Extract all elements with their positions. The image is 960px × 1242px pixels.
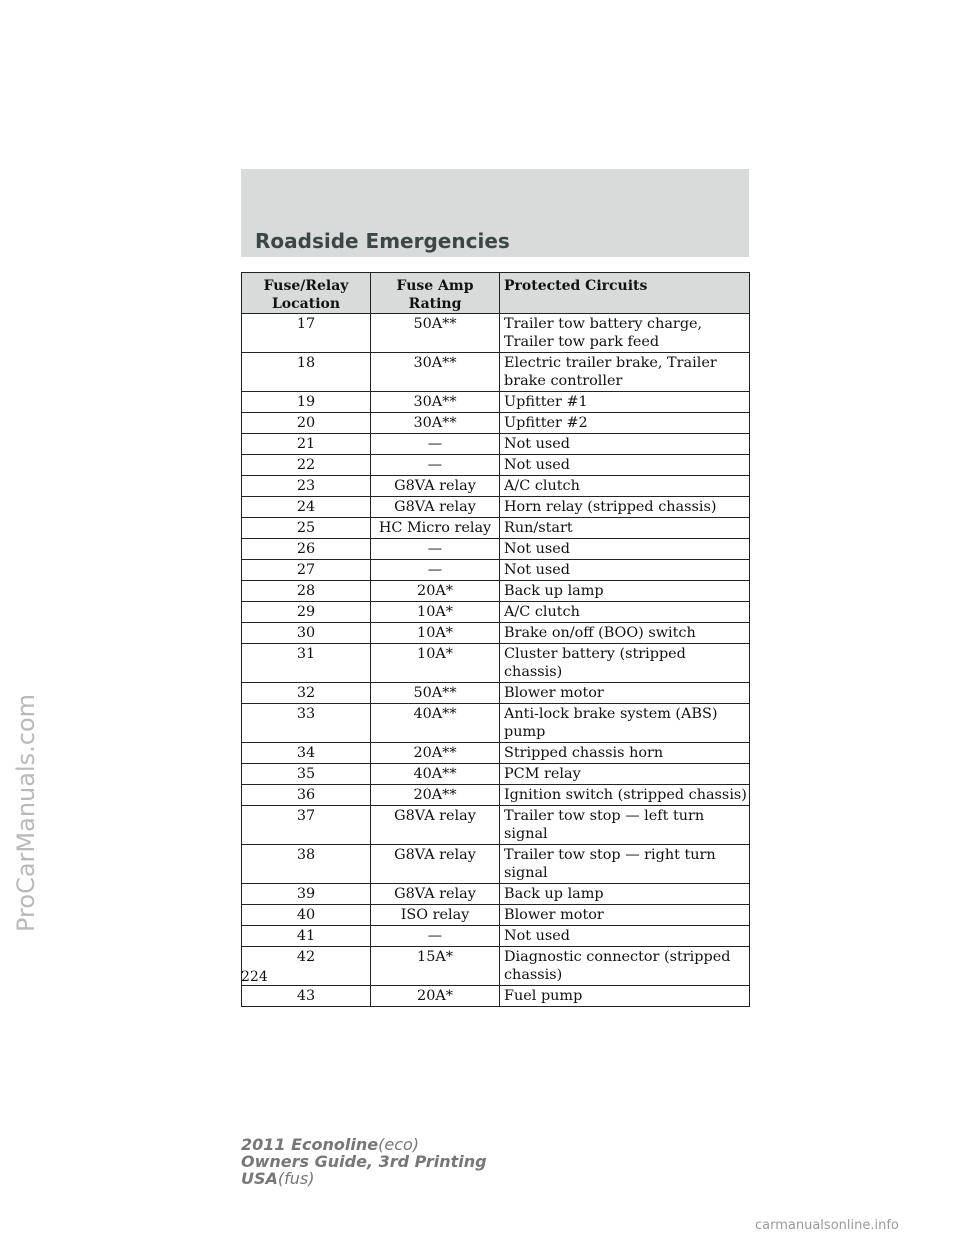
page-number: 224 <box>241 969 268 985</box>
table-row <box>242 623 750 644</box>
cell-circuit: Not used <box>500 560 750 581</box>
cell-location: 42 <box>242 947 371 986</box>
cell-rating: G8VA relay <box>371 497 500 518</box>
footer-model-line <box>241 1136 487 1153</box>
cell-location: 37 <box>242 806 371 845</box>
table-row <box>242 539 750 560</box>
table-row <box>242 905 750 926</box>
cell-location: 36 <box>242 785 371 806</box>
column-header-rating: Fuse Amp Rating <box>371 273 500 314</box>
cell-circuit: PCM relay <box>500 764 750 785</box>
cell-location: 41 <box>242 926 371 947</box>
cell-location: 28 <box>242 581 371 602</box>
footer-market: USA <box>241 1169 278 1188</box>
fuse-table-body <box>242 314 750 1007</box>
cell-location: 21 <box>242 434 371 455</box>
table-row <box>242 413 750 434</box>
cell-rating: — <box>371 455 500 476</box>
cell-circuit: Blower motor <box>500 683 750 704</box>
table-row <box>242 947 750 986</box>
table-row <box>242 845 750 884</box>
section-title: Roadside Emergencies <box>255 229 510 253</box>
cell-rating: 20A** <box>371 743 500 764</box>
table-row <box>242 353 750 392</box>
cell-location: 29 <box>242 602 371 623</box>
cell-circuit: Diagnostic connector (stripped chassis) <box>500 947 750 986</box>
table-row <box>242 704 750 743</box>
table-row <box>242 518 750 539</box>
cell-circuit: Fuel pump <box>500 986 750 1007</box>
cell-location: 32 <box>242 683 371 704</box>
cell-circuit: Trailer tow stop — left turn signal <box>500 806 750 845</box>
cell-rating: G8VA relay <box>371 806 500 845</box>
document-footer <box>241 1136 487 1187</box>
cell-rating: 15A* <box>371 947 500 986</box>
table-row <box>242 560 750 581</box>
cell-rating: 20A* <box>371 581 500 602</box>
table-row <box>242 926 750 947</box>
footer-model-code: (eco) <box>378 1135 420 1154</box>
cell-location: 34 <box>242 743 371 764</box>
cell-location: 25 <box>242 518 371 539</box>
table-row <box>242 476 750 497</box>
cell-rating: HC Micro relay <box>371 518 500 539</box>
cell-circuit: Trailer tow stop — right turn signal <box>500 845 750 884</box>
cell-location: 30 <box>242 623 371 644</box>
cell-location: 23 <box>242 476 371 497</box>
table-row <box>242 314 750 353</box>
cell-circuit: Back up lamp <box>500 581 750 602</box>
table-row <box>242 434 750 455</box>
cell-location: 35 <box>242 764 371 785</box>
cell-circuit: Stripped chassis horn <box>500 743 750 764</box>
cell-rating: G8VA relay <box>371 845 500 884</box>
cell-rating: 30A** <box>371 353 500 392</box>
cell-rating: 40A** <box>371 764 500 785</box>
cell-location: 33 <box>242 704 371 743</box>
cell-circuit: Not used <box>500 434 750 455</box>
table-header-row <box>242 273 750 314</box>
cell-circuit: Blower motor <box>500 905 750 926</box>
cell-location: 31 <box>242 644 371 683</box>
column-header-location: Fuse/Relay Location <box>242 273 371 314</box>
cell-rating: 50A** <box>371 314 500 353</box>
cell-circuit: Brake on/off (BOO) switch <box>500 623 750 644</box>
cell-rating: G8VA relay <box>371 884 500 905</box>
cell-location: 19 <box>242 392 371 413</box>
cell-rating: — <box>371 926 500 947</box>
table-row <box>242 764 750 785</box>
cell-rating: — <box>371 539 500 560</box>
cell-circuit: Not used <box>500 539 750 560</box>
cell-circuit: Not used <box>500 455 750 476</box>
table-row <box>242 602 750 623</box>
cell-location: 22 <box>242 455 371 476</box>
table-row <box>242 581 750 602</box>
cell-circuit: Electric trailer brake, Trailer brake controller <box>500 353 750 392</box>
cell-rating: 10A* <box>371 644 500 683</box>
cell-rating: 10A* <box>371 602 500 623</box>
table-row <box>242 806 750 845</box>
cell-rating: 40A** <box>371 704 500 743</box>
table-row <box>242 785 750 806</box>
footer-market-line <box>241 1170 487 1187</box>
cell-location: 24 <box>242 497 371 518</box>
cell-rating: — <box>371 560 500 581</box>
cell-circuit: Run/start <box>500 518 750 539</box>
cell-circuit: Upfitter #1 <box>500 392 750 413</box>
cell-circuit: Back up lamp <box>500 884 750 905</box>
table-row <box>242 455 750 476</box>
cell-rating: 20A** <box>371 785 500 806</box>
footer-market-code: (fus) <box>277 1169 315 1188</box>
cell-rating: 30A** <box>371 413 500 434</box>
column-header-circuits: Protected Circuits <box>500 273 750 314</box>
cell-circuit: Cluster battery (stripped chassis) <box>500 644 750 683</box>
cell-circuit: A/C clutch <box>500 476 750 497</box>
cell-rating: 30A** <box>371 392 500 413</box>
cell-location: 17 <box>242 314 371 353</box>
cell-location: 39 <box>242 884 371 905</box>
cell-rating: G8VA relay <box>371 476 500 497</box>
cell-location: 18 <box>242 353 371 392</box>
cell-circuit: A/C clutch <box>500 602 750 623</box>
table-row <box>242 392 750 413</box>
footer-guide: Owners Guide, 3rd Printing <box>241 1152 487 1171</box>
table-row <box>242 743 750 764</box>
cell-rating: — <box>371 434 500 455</box>
site-footer: carmanualsonline.info <box>755 1218 899 1233</box>
table-row <box>242 683 750 704</box>
cell-rating: 10A* <box>371 623 500 644</box>
cell-location: 38 <box>242 845 371 884</box>
cell-rating: 20A* <box>371 986 500 1007</box>
cell-location: 26 <box>242 539 371 560</box>
cell-rating: ISO relay <box>371 905 500 926</box>
cell-circuit: Trailer tow battery charge, Trailer tow park feed <box>500 314 750 353</box>
cell-location: 27 <box>242 560 371 581</box>
cell-rating: 50A** <box>371 683 500 704</box>
watermark-text: ProCarManuals.com <box>12 693 40 932</box>
cell-location: 20 <box>242 413 371 434</box>
table-row <box>242 884 750 905</box>
table-row <box>242 644 750 683</box>
fuse-table <box>241 272 750 1007</box>
cell-circuit: Horn relay (stripped chassis) <box>500 497 750 518</box>
table-row <box>242 497 750 518</box>
cell-circuit: Upfitter #2 <box>500 413 750 434</box>
cell-circuit: Anti-lock brake system (ABS) pump <box>500 704 750 743</box>
cell-circuit: Not used <box>500 926 750 947</box>
footer-model: 2011 Econoline <box>241 1135 379 1154</box>
cell-location: 43 <box>242 986 371 1007</box>
cell-circuit: Ignition switch (stripped chassis) <box>500 785 750 806</box>
table-row <box>242 986 750 1007</box>
cell-location: 40 <box>242 905 371 926</box>
